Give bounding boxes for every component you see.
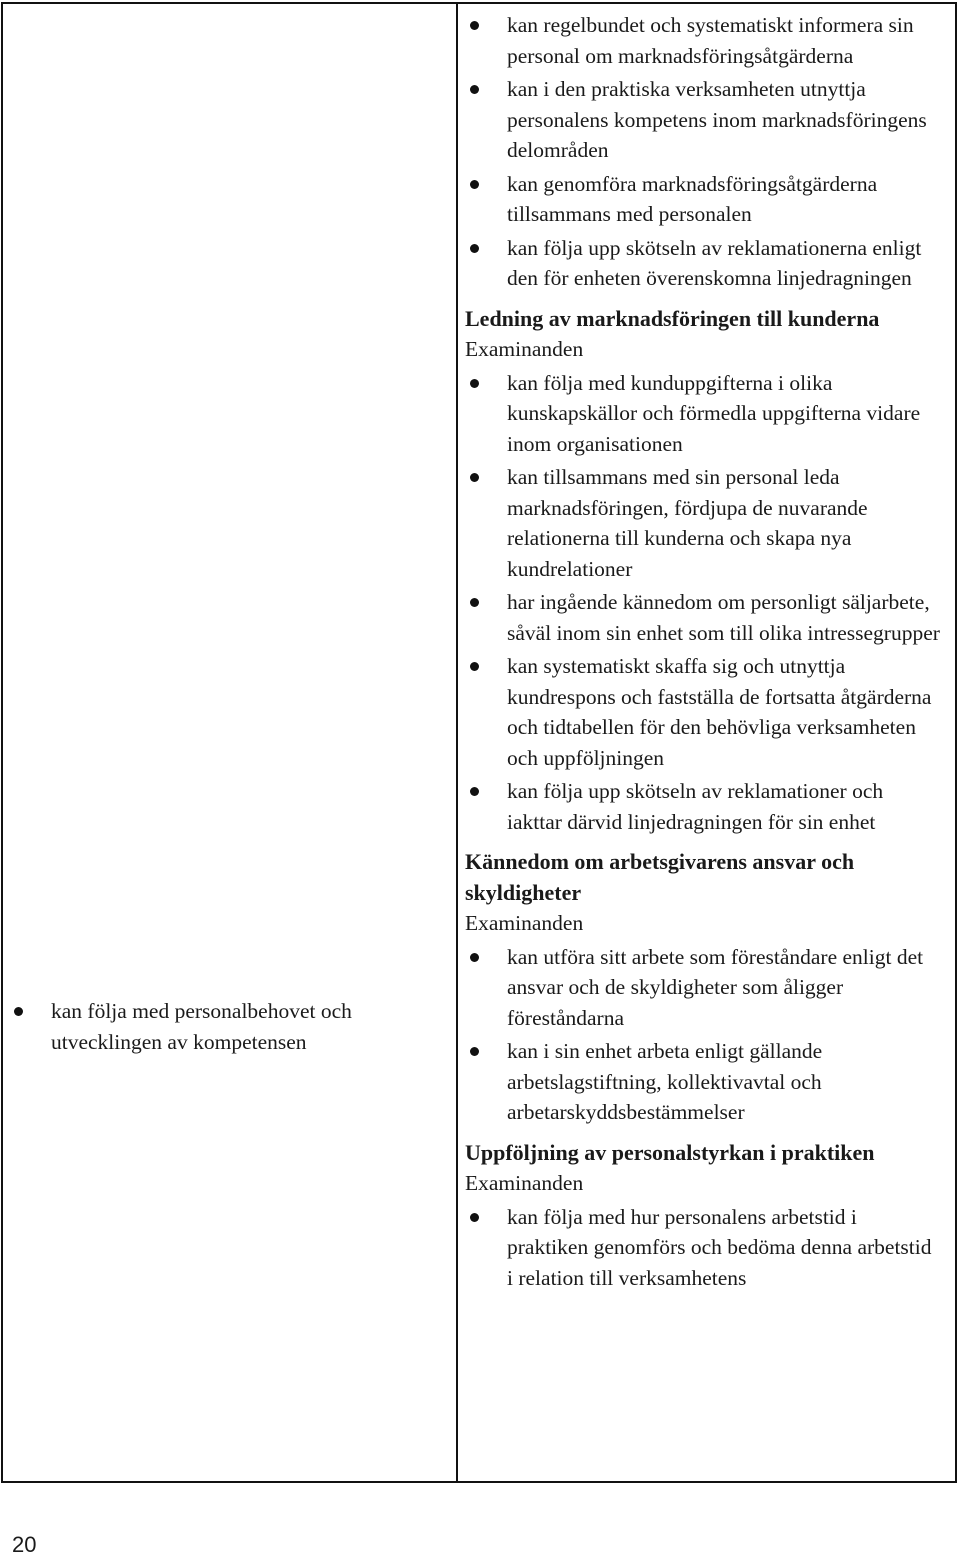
bullet-icon bbox=[470, 21, 479, 30]
section-heading: Ledning av marknadsföringen till kunderna bbox=[465, 305, 880, 331]
section-bullet-list bbox=[465, 368, 941, 838]
bullet-icon bbox=[470, 1047, 479, 1056]
section-staff-followup bbox=[465, 1138, 941, 1294]
list-item bbox=[465, 776, 941, 837]
section-subheading: Examinanden bbox=[465, 337, 584, 361]
section-bullet-list bbox=[465, 1202, 941, 1294]
list-item bbox=[465, 74, 941, 166]
bullet-icon bbox=[470, 244, 479, 253]
bullet-icon bbox=[470, 953, 479, 962]
section-heading: Kännedom om arbetsgivarens ansvar och skyldigheter bbox=[465, 849, 855, 905]
list-item-text: kan följa med kunduppgifterna i olika kunskapskällor och förmedla uppgifterna vidare inom organisationen bbox=[507, 370, 921, 456]
bullet-icon bbox=[470, 787, 479, 796]
list-item bbox=[465, 651, 941, 773]
page-number: 20 bbox=[12, 1532, 37, 1557]
list-item bbox=[465, 942, 941, 1034]
criteria-table bbox=[1, 2, 957, 1483]
list-item-text: kan följa upp skötseln av reklamationer och iakttar därvid linjedragningen för sin enhet bbox=[507, 779, 884, 834]
list-item bbox=[465, 462, 941, 584]
section-employer-responsibility bbox=[465, 847, 941, 1128]
list-item bbox=[465, 368, 941, 460]
list-item-text: kan i den praktiska verksamheten utnyttja personalens kompetens inom marknadsföringens delområden bbox=[507, 77, 927, 162]
list-item bbox=[465, 1202, 941, 1294]
section-heading: Uppföljning av personalstyrkan i praktiken bbox=[465, 1139, 875, 1165]
right-column bbox=[458, 4, 955, 1481]
left-column bbox=[3, 4, 458, 1481]
list-item-text: kan följa upp skötseln av reklamationerna enligt den för enheten överenskomna linjedragningen bbox=[507, 235, 922, 290]
list-item-text: kan följa med hur personalens arbetstid i praktiken genomförs och bedöma denna arbetstid i relation till verksamhetens bbox=[507, 1204, 932, 1290]
list-item bbox=[465, 233, 941, 294]
section-subheading: Examinanden bbox=[465, 1171, 584, 1195]
bullet-icon bbox=[470, 1213, 479, 1222]
bullet-icon bbox=[470, 85, 479, 94]
list-item-text: kan utföra sitt arbete som föreståndare enligt det ansvar och de skyldigheter som åligger föreståndarna bbox=[507, 944, 924, 1030]
section-bullet-list bbox=[465, 942, 941, 1128]
bullet-icon bbox=[470, 598, 479, 607]
section-subheading: Examinanden bbox=[465, 911, 584, 935]
list-item bbox=[465, 169, 941, 230]
list-item-text: kan i sin enhet arbeta enligt gällande arbetslagstiftning, kollektivavtal och arbetarskyddsbestämmelser bbox=[507, 1039, 823, 1124]
list-item-text: kan systematiskt skaffa sig och utnyttja kundrespons och fastställa de fortsatta åtgärderna och tidtabellen för den behövliga verksamheten och uppföljningen bbox=[507, 654, 932, 770]
list-item bbox=[465, 1036, 941, 1128]
list-item-text: har ingående kännedom om personligt säljarbete, såväl inom sin enhet som till olika intressegrupper bbox=[507, 590, 940, 645]
list-item bbox=[9, 996, 439, 1057]
intro-bullet-list bbox=[465, 10, 941, 294]
bullet-icon bbox=[470, 473, 479, 482]
bullet-icon bbox=[470, 662, 479, 671]
list-item bbox=[465, 587, 941, 648]
left-bullet-list bbox=[9, 996, 439, 1060]
list-item-text: kan följa med personalbehovet och utvecklingen av kompetensen bbox=[51, 999, 352, 1054]
list-item-text: kan tillsammans med sin personal leda marknadsföringen, fördjupa de nuvarande relationerna till kunderna och skapa nya kundrelationer bbox=[507, 465, 868, 581]
bullet-icon bbox=[470, 180, 479, 189]
section-marketing bbox=[465, 304, 941, 838]
bullet-icon bbox=[14, 1007, 23, 1016]
list-item-text: kan regelbundet och systematiskt informera sin personal om marknadsföringsåtgärderna bbox=[507, 13, 914, 68]
bullet-icon bbox=[470, 379, 479, 388]
list-item-text: kan genomföra marknadsföringsåtgärderna tillsammans med personalen bbox=[507, 171, 878, 226]
list-item bbox=[465, 10, 941, 71]
